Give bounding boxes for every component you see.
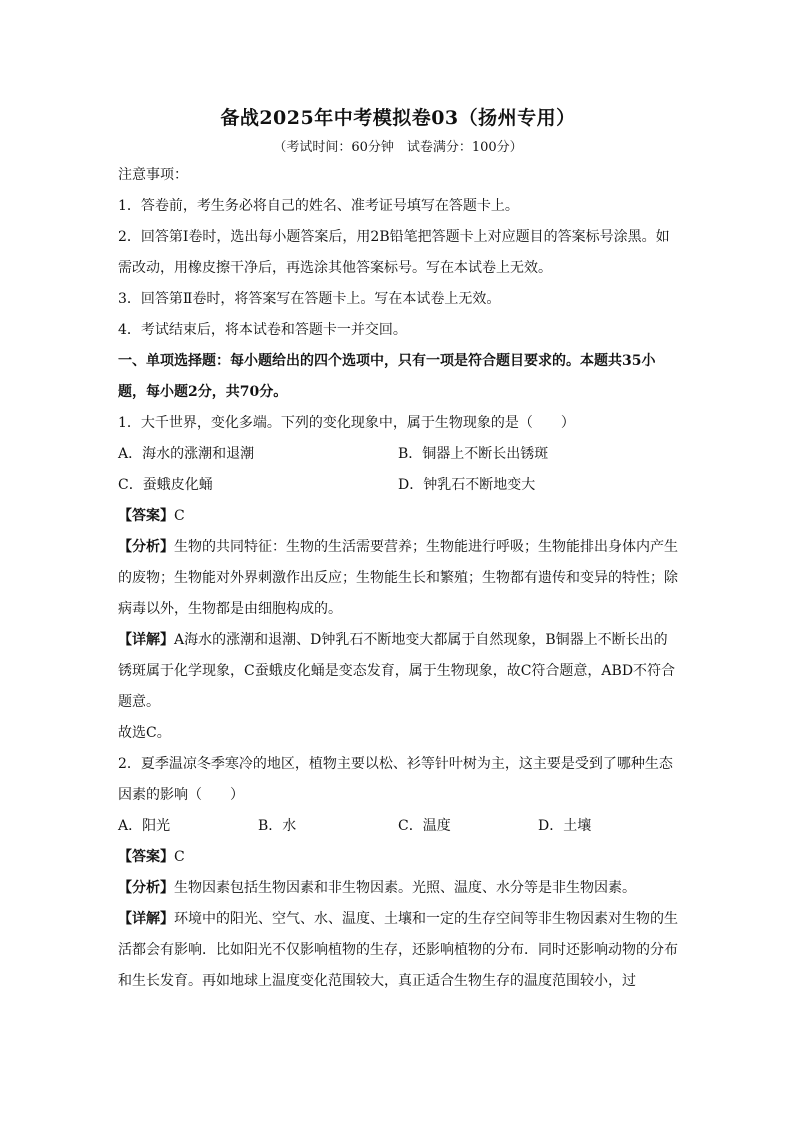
answer-line	[118, 501, 678, 532]
question-stem: 2．夏季温凉冬季寒冷的地区，植物主要以松、衫等针叶树为主，这主要是受到了哪种生态因素的影响（ ）	[118, 756, 673, 803]
question-1	[118, 408, 678, 749]
analysis-tag: 【分析】	[118, 539, 174, 555]
notes-heading: 注意事项：	[118, 167, 188, 183]
detail-tag: 【详解】	[118, 911, 174, 927]
analysis-paragraph	[118, 532, 678, 625]
answer-tag: 【答案】	[118, 849, 174, 865]
note-item-1: 1．答卷前，考生务必将自己的姓名、准考证号填写在答题卡上。	[118, 198, 519, 214]
detail-paragraph	[118, 904, 678, 997]
option-d: D．土壤	[538, 818, 592, 834]
conclusion-line: 故选C。	[118, 725, 171, 741]
option-c: C．温度	[398, 818, 451, 834]
analysis-text: 生物因素包括生物因素和非生物因素。光照、温度、水分等是非生物因素。	[174, 880, 636, 896]
detail-paragraph	[118, 625, 678, 718]
option-a: A．海水的涨潮和退潮	[118, 446, 255, 462]
question-2	[118, 749, 678, 997]
note-item-4: 4．考试结束后，将本试卷和答题卡一并交回。	[118, 322, 407, 338]
section-heading: 一、单项选择题：每小题给出的四个选项中，只有一项是符合题目要求的。本题共35小题，每小题2分，共70分。	[118, 353, 656, 400]
detail-text: 环境中的阳光、空气、水、温度、土壤和一定的生存空间等非生物因素对生物的生活都会有影响．比如阳光不仅影响植物的生存，还影响植物的分布．同时还影响动物的分布和生长发育。再如地球上温度变化范围较大，真正适合生物生存的温度范围较小，过	[118, 911, 678, 989]
note-item-3: 3．回答第Ⅱ卷时，将答案写在答题卡上。写在本试卷上无效。	[118, 291, 501, 307]
question-stem: 1．大千世界，变化多端。下列的变化现象中，属于生物现象的是（ ）	[118, 415, 575, 431]
page-title: 备战2025年中考模拟卷03（扬州专用）	[220, 107, 576, 129]
option-c: C．蚕蛾皮化蛹	[118, 477, 213, 493]
option-b: B．铜器上不断长出锈斑	[398, 446, 549, 462]
analysis-tag: 【分析】	[118, 880, 174, 896]
note-item-2: 2．回答第Ⅰ卷时，选出每小题答案后，用2B铅笔把答题卡上对应题目的答案标号涂黑。如需改动，用橡皮擦干净后，再选涂其他答案标号。写在本试卷上无效。	[118, 229, 670, 276]
option-row	[118, 811, 678, 842]
answer-value: C	[174, 508, 185, 524]
page-content	[118, 104, 678, 997]
detail-tag: 【详解】	[118, 632, 174, 648]
analysis-paragraph	[118, 873, 678, 904]
answer-line	[118, 842, 678, 873]
option-d: D．钟乳石不断地变大	[398, 477, 536, 493]
answer-tag: 【答案】	[118, 508, 174, 524]
option-row	[118, 470, 678, 501]
option-b: B．水	[258, 818, 297, 834]
detail-text: A海水的涨潮和退潮、D钟乳石不断地变大都属于自然现象，B铜器上不断长出的锈斑属于化学现象，C蚕蛾皮化蛹是变态发育，属于生物现象，故C符合题意，ABD不符合题意。	[118, 632, 676, 710]
exam-info: （考试时间：60分钟 试卷满分：100分）	[273, 140, 523, 155]
analysis-text: 生物的共同特征：生物的生活需要营养；生物能进行呼吸；生物能排出身体内产生的废物；生物能对外界刺激作出反应；生物能生长和繁殖；生物都有遗传和变异的特性；除病毒以外，生物都是由细胞构成的。	[118, 539, 678, 617]
answer-value: C	[174, 849, 185, 865]
option-a: A．阳光	[118, 818, 171, 834]
option-row	[118, 439, 678, 470]
